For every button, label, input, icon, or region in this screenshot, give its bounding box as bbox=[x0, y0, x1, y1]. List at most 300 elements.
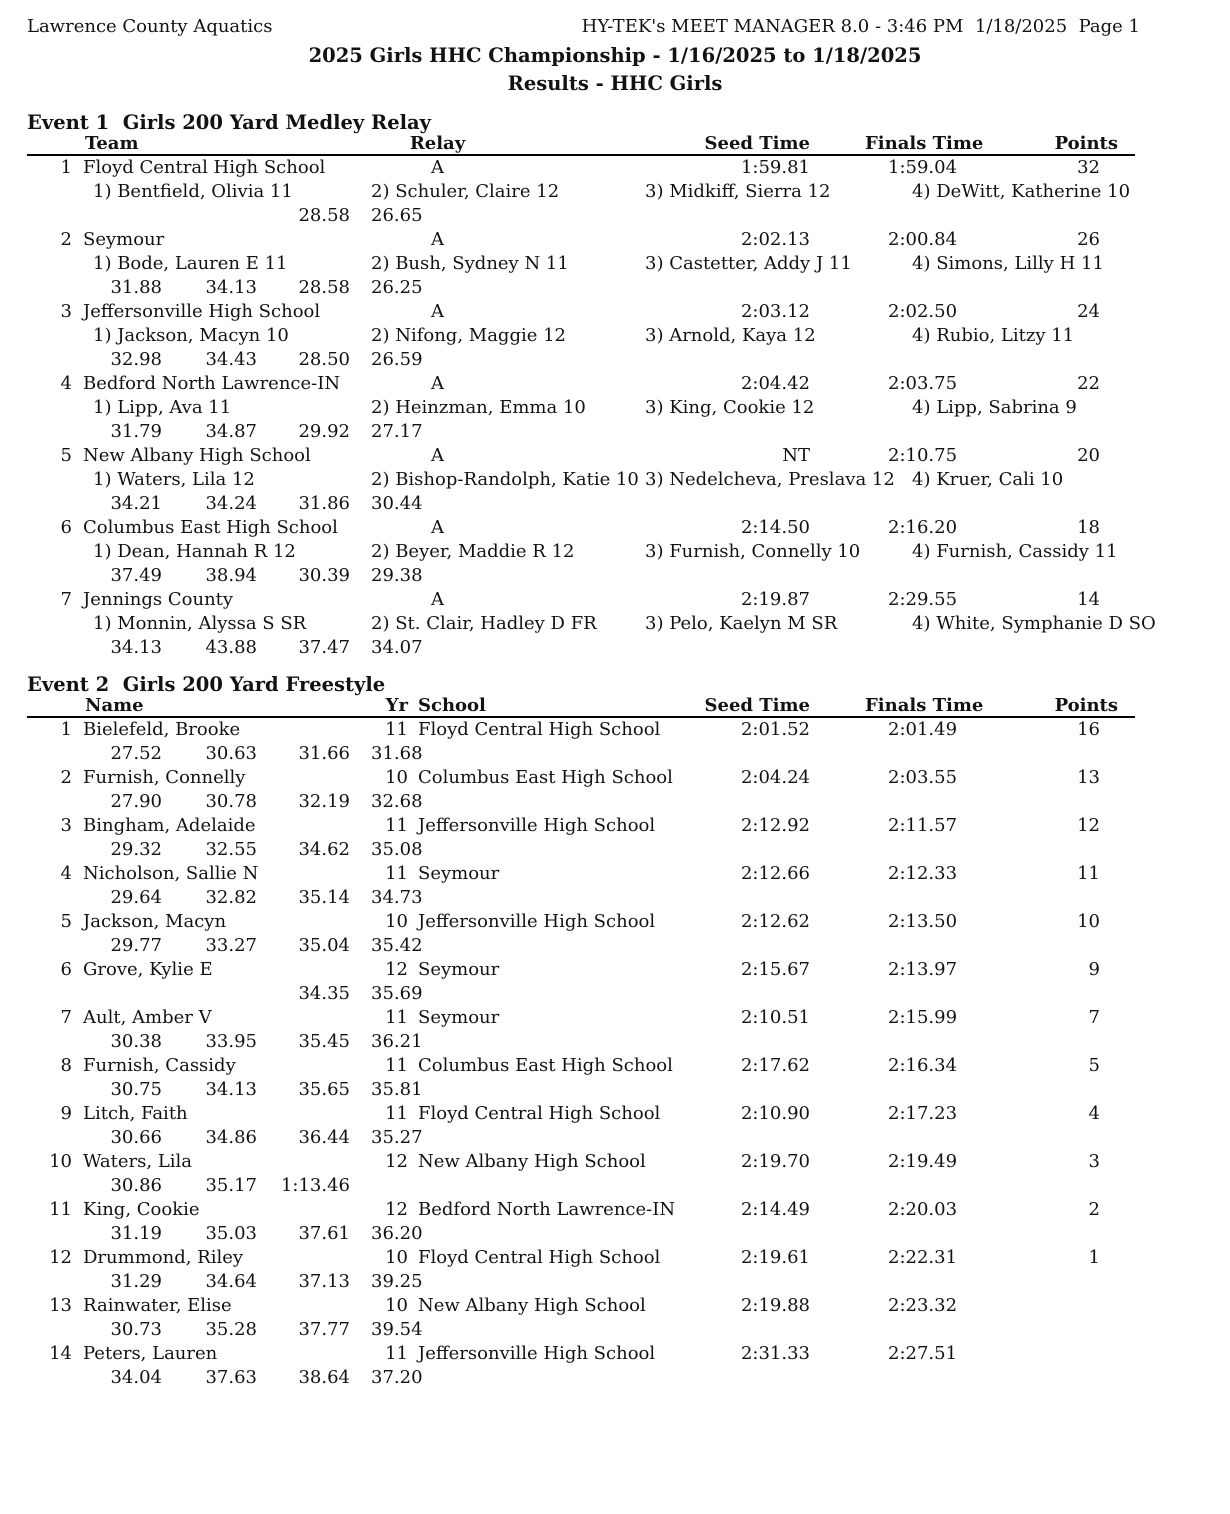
seed-time: 2:04.24 bbox=[740, 767, 810, 788]
individual-result-row bbox=[0, 1006, 1230, 1054]
swimmer-name: Drummond, Riley bbox=[83, 1247, 244, 1268]
points-value: 16 bbox=[1077, 719, 1100, 740]
school-name: Seymour bbox=[418, 959, 500, 980]
individual-main-line bbox=[0, 1342, 1230, 1366]
seed-time: 2:14.50 bbox=[740, 517, 810, 538]
points-value: 18 bbox=[1077, 517, 1100, 538]
relay-result-row bbox=[0, 588, 1230, 660]
column-header-yr: Yr bbox=[385, 695, 408, 716]
points-value: 4 bbox=[1088, 1103, 1100, 1124]
relay-result-row bbox=[0, 228, 1230, 300]
finals-time: 1:59.04 bbox=[888, 157, 958, 178]
relay-result-row bbox=[0, 516, 1230, 588]
swimmer-year: 11 bbox=[385, 719, 408, 740]
relay-letter: A bbox=[431, 373, 444, 394]
seed-time: 2:14.49 bbox=[740, 1199, 810, 1220]
event1-title: Event 1 Girls 200 Yard Medley Relay bbox=[27, 111, 432, 134]
finals-time: 2:02.50 bbox=[888, 301, 958, 322]
individual-splits-line bbox=[0, 982, 1230, 1006]
split-1: 30.86 bbox=[110, 1175, 162, 1196]
individual-main-line bbox=[0, 718, 1230, 742]
relay-splits-line bbox=[0, 636, 1230, 660]
split-2: 38.94 bbox=[205, 565, 257, 586]
relay-letter: A bbox=[431, 589, 444, 610]
individual-splits-line bbox=[0, 790, 1230, 814]
split-1: 34.21 bbox=[110, 493, 162, 514]
split-4: 29.38 bbox=[371, 565, 423, 586]
seed-time: 2:19.88 bbox=[740, 1295, 810, 1316]
points-value: 22 bbox=[1077, 373, 1100, 394]
seed-time: 2:12.92 bbox=[740, 815, 810, 836]
swimmer-name: Grove, Kylie E bbox=[83, 959, 213, 980]
swimmer-2: 2) Bishop-Randolph, Katie 10 bbox=[371, 469, 639, 490]
swimmer-1: 1) Bentfield, Olivia 11 bbox=[93, 181, 293, 202]
swimmer-year: 12 bbox=[385, 1199, 408, 1220]
rank: 4 bbox=[60, 373, 72, 394]
split-2: 33.27 bbox=[205, 935, 257, 956]
seed-time: 2:31.33 bbox=[740, 1343, 810, 1364]
rank: 12 bbox=[49, 1247, 72, 1268]
swimmer-name: Litch, Faith bbox=[83, 1103, 188, 1124]
split-1: 29.77 bbox=[110, 935, 162, 956]
swimmer-3: 3) Arnold, Kaya 12 bbox=[645, 325, 816, 346]
swimmer-year: 11 bbox=[385, 863, 408, 884]
swimmer-2: 2) Heinzman, Emma 10 bbox=[371, 397, 586, 418]
relay-letter: A bbox=[431, 517, 444, 538]
swimmer-name: Furnish, Connelly bbox=[83, 767, 246, 788]
swimmer-name: Ault, Amber V bbox=[83, 1007, 212, 1028]
individual-splits-line bbox=[0, 1270, 1230, 1294]
split-2: 34.13 bbox=[205, 277, 257, 298]
finals-time: 2:03.55 bbox=[888, 767, 958, 788]
split-1: 30.73 bbox=[110, 1319, 162, 1340]
relay-main-line bbox=[0, 444, 1230, 468]
relay-letter: A bbox=[431, 445, 444, 466]
individual-splits-line bbox=[0, 1366, 1230, 1390]
swimmer-1: 1) Jackson, Macyn 10 bbox=[93, 325, 289, 346]
swimmer-name: Jackson, Macyn bbox=[83, 911, 227, 932]
relay-splits-line bbox=[0, 348, 1230, 372]
swimmer-name: Nicholson, Sallie N bbox=[83, 863, 259, 884]
split-4: 27.17 bbox=[371, 421, 423, 442]
rank: 5 bbox=[60, 445, 72, 466]
relay-swimmers-line bbox=[0, 324, 1230, 348]
relay-splits-line bbox=[0, 204, 1230, 228]
relay-letter: A bbox=[431, 301, 444, 322]
split-4: 35.81 bbox=[371, 1079, 423, 1100]
split-2: 35.03 bbox=[205, 1223, 257, 1244]
points-value: 32 bbox=[1077, 157, 1100, 178]
individual-result-row bbox=[0, 1246, 1230, 1294]
relay-result-row bbox=[0, 444, 1230, 516]
swimmer-4: 4) Simons, Lilly H 11 bbox=[912, 253, 1104, 274]
swimmer-3: 3) Pelo, Kaelyn M SR bbox=[645, 613, 838, 634]
finals-time: 2:11.57 bbox=[888, 815, 958, 836]
rank: 7 bbox=[60, 1007, 72, 1028]
rank: 2 bbox=[60, 767, 72, 788]
seed-time: 2:04.42 bbox=[740, 373, 810, 394]
split-1: 30.38 bbox=[110, 1031, 162, 1052]
school-name: Jeffersonville High School bbox=[418, 815, 656, 836]
event2-title: Event 2 Girls 200 Yard Freestyle bbox=[27, 673, 386, 696]
rank: 1 bbox=[60, 157, 72, 178]
individual-result-row bbox=[0, 1294, 1230, 1342]
organization-name: Lawrence County Aquatics bbox=[27, 16, 273, 37]
school-name: Seymour bbox=[418, 1007, 500, 1028]
rank: 1 bbox=[60, 719, 72, 740]
split-4: 36.20 bbox=[371, 1223, 423, 1244]
swimmer-1: 1) Waters, Lila 12 bbox=[93, 469, 255, 490]
individual-main-line bbox=[0, 1054, 1230, 1078]
split-1: 37.49 bbox=[110, 565, 162, 586]
relay-swimmers-line bbox=[0, 612, 1230, 636]
split-3: 37.13 bbox=[298, 1271, 350, 1292]
relay-main-line bbox=[0, 372, 1230, 396]
split-2: 32.82 bbox=[205, 887, 257, 908]
finals-time: 2:22.31 bbox=[888, 1247, 958, 1268]
swimmer-3: 3) King, Cookie 12 bbox=[645, 397, 815, 418]
swimmer-2: 2) Beyer, Maddie R 12 bbox=[371, 541, 575, 562]
swimmer-2: 2) Schuler, Claire 12 bbox=[371, 181, 560, 202]
split-2: 34.13 bbox=[205, 1079, 257, 1100]
page-header bbox=[27, 16, 1140, 40]
individual-main-line bbox=[0, 1294, 1230, 1318]
points-value: 5 bbox=[1088, 1055, 1100, 1076]
swimmer-name: Bielefeld, Brooke bbox=[83, 719, 241, 740]
individual-splits-line bbox=[0, 886, 1230, 910]
relay-splits-line bbox=[0, 492, 1230, 516]
school-name: Floyd Central High School bbox=[418, 1103, 661, 1124]
individual-splits-line bbox=[0, 1318, 1230, 1342]
individual-main-line bbox=[0, 1246, 1230, 1270]
swimmer-name: Rainwater, Elise bbox=[83, 1295, 232, 1316]
report-meta: HY-TEK's MEET MANAGER 8.0 - 3:46 PM 1/18/2025 Page 1 bbox=[581, 16, 1140, 37]
individual-main-line bbox=[0, 958, 1230, 982]
points-value: 9 bbox=[1088, 959, 1100, 980]
split-4: 34.07 bbox=[371, 637, 423, 658]
relay-result-row bbox=[0, 300, 1230, 372]
swimmer-year: 11 bbox=[385, 1103, 408, 1124]
seed-time: 2:19.61 bbox=[740, 1247, 810, 1268]
relay-main-line bbox=[0, 588, 1230, 612]
swimmer-year: 11 bbox=[385, 815, 408, 836]
individual-result-row bbox=[0, 718, 1230, 766]
seed-time: 1:59.81 bbox=[740, 157, 810, 178]
individual-splits-line bbox=[0, 1078, 1230, 1102]
split-1: 31.29 bbox=[110, 1271, 162, 1292]
individual-result-row bbox=[0, 1150, 1230, 1198]
column-header-seed-time: Seed Time bbox=[704, 133, 810, 154]
relay-main-line bbox=[0, 156, 1230, 180]
column-header-school: School bbox=[418, 695, 486, 716]
seed-time: NT bbox=[782, 445, 810, 466]
points-value: 2 bbox=[1088, 1199, 1100, 1220]
split-1: 29.32 bbox=[110, 839, 162, 860]
points-value: 11 bbox=[1077, 863, 1100, 884]
split-3: 28.58 bbox=[298, 277, 350, 298]
split-3: 34.62 bbox=[298, 839, 350, 860]
school-name: New Albany High School bbox=[418, 1151, 646, 1172]
rank: 4 bbox=[60, 863, 72, 884]
split-3: 32.19 bbox=[298, 791, 350, 812]
column-header-finals-time: Finals Time bbox=[865, 133, 984, 154]
individual-main-line bbox=[0, 1150, 1230, 1174]
relay-splits-line bbox=[0, 276, 1230, 300]
finals-time: 2:00.84 bbox=[888, 229, 958, 250]
report-subtitle: Results - HHC Girls bbox=[507, 72, 723, 95]
points-value: 24 bbox=[1077, 301, 1100, 322]
swimmer-year: 11 bbox=[385, 1343, 408, 1364]
points-value: 7 bbox=[1088, 1007, 1100, 1028]
split-4: 30.44 bbox=[371, 493, 423, 514]
split-1: 34.04 bbox=[110, 1367, 162, 1388]
individual-result-row bbox=[0, 1342, 1230, 1390]
points-value: 1 bbox=[1088, 1247, 1100, 1268]
column-header-name: Name bbox=[85, 695, 144, 716]
column-header-team: Team bbox=[85, 133, 139, 154]
swimmer-2: 2) St. Clair, Hadley D FR bbox=[371, 613, 597, 634]
individual-main-line bbox=[0, 1006, 1230, 1030]
split-3: 1:13.46 bbox=[280, 1175, 350, 1196]
seed-time: 2:12.62 bbox=[740, 911, 810, 932]
split-3: 35.04 bbox=[298, 935, 350, 956]
team-name: Columbus East High School bbox=[83, 517, 338, 538]
school-name: New Albany High School bbox=[418, 1295, 646, 1316]
swimmer-1: 1) Monnin, Alyssa S SR bbox=[93, 613, 307, 634]
column-header-finals-time: Finals Time bbox=[865, 695, 984, 716]
individual-result-row bbox=[0, 1102, 1230, 1150]
event1-results bbox=[0, 156, 1230, 660]
split-1: 30.66 bbox=[110, 1127, 162, 1148]
school-name: Floyd Central High School bbox=[418, 719, 661, 740]
swimmer-1: 1) Lipp, Ava 11 bbox=[93, 397, 232, 418]
finals-time: 2:16.34 bbox=[888, 1055, 958, 1076]
swimmer-2: 2) Nifong, Maggie 12 bbox=[371, 325, 567, 346]
points-value: 20 bbox=[1077, 445, 1100, 466]
swimmer-year: 11 bbox=[385, 1055, 408, 1076]
individual-result-row bbox=[0, 814, 1230, 862]
swimmer-3: 3) Castetter, Addy J 11 bbox=[645, 253, 852, 274]
individual-main-line bbox=[0, 862, 1230, 886]
split-4: 35.42 bbox=[371, 935, 423, 956]
split-3: 28.58 bbox=[298, 205, 350, 226]
individual-result-row bbox=[0, 910, 1230, 958]
finals-time: 2:27.51 bbox=[888, 1343, 958, 1364]
split-4: 32.68 bbox=[371, 791, 423, 812]
relay-main-line bbox=[0, 300, 1230, 324]
finals-time: 2:16.20 bbox=[888, 517, 958, 538]
swimmer-1: 1) Dean, Hannah R 12 bbox=[93, 541, 296, 562]
split-2: 30.63 bbox=[205, 743, 257, 764]
finals-time: 2:13.97 bbox=[888, 959, 958, 980]
finals-time: 2:20.03 bbox=[888, 1199, 958, 1220]
school-name: Jeffersonville High School bbox=[418, 1343, 656, 1364]
event2-results bbox=[0, 718, 1230, 1390]
column-header-points: Points bbox=[1054, 695, 1118, 716]
finals-time: 2:29.55 bbox=[888, 589, 958, 610]
split-3: 31.86 bbox=[298, 493, 350, 514]
split-2: 34.43 bbox=[205, 349, 257, 370]
seed-time: 2:10.90 bbox=[740, 1103, 810, 1124]
split-4: 35.27 bbox=[371, 1127, 423, 1148]
team-name: Seymour bbox=[83, 229, 165, 250]
split-3: 31.66 bbox=[298, 743, 350, 764]
swimmer-4: 4) Lipp, Sabrina 9 bbox=[912, 397, 1077, 418]
column-header-seed-time: Seed Time bbox=[704, 695, 810, 716]
rank: 2 bbox=[60, 229, 72, 250]
rank: 7 bbox=[60, 589, 72, 610]
split-4: 35.08 bbox=[371, 839, 423, 860]
column-header-points: Points bbox=[1054, 133, 1118, 154]
seed-time: 2:01.52 bbox=[740, 719, 810, 740]
split-3: 34.35 bbox=[298, 983, 350, 1004]
individual-splits-line bbox=[0, 934, 1230, 958]
individual-main-line bbox=[0, 1198, 1230, 1222]
swimmer-year: 12 bbox=[385, 959, 408, 980]
relay-result-row bbox=[0, 156, 1230, 228]
swimmer-2: 2) Bush, Sydney N 11 bbox=[371, 253, 569, 274]
split-1: 31.88 bbox=[110, 277, 162, 298]
swimmer-name: Waters, Lila bbox=[83, 1151, 193, 1172]
split-1: 29.64 bbox=[110, 887, 162, 908]
swimmer-4: 4) White, Symphanie D SO bbox=[912, 613, 1156, 634]
split-2: 34.87 bbox=[205, 421, 257, 442]
seed-time: 2:15.67 bbox=[740, 959, 810, 980]
rank: 6 bbox=[60, 959, 72, 980]
split-3: 35.65 bbox=[298, 1079, 350, 1100]
finals-time: 2:17.23 bbox=[888, 1103, 958, 1124]
swimmer-4: 4) Furnish, Cassidy 11 bbox=[912, 541, 1118, 562]
relay-swimmers-line bbox=[0, 540, 1230, 564]
rank: 5 bbox=[60, 911, 72, 932]
individual-splits-line bbox=[0, 1174, 1230, 1198]
relay-result-row bbox=[0, 372, 1230, 444]
school-name: Bedford North Lawrence-IN bbox=[418, 1199, 676, 1220]
split-4: 26.25 bbox=[371, 277, 423, 298]
relay-main-line bbox=[0, 516, 1230, 540]
relay-main-line bbox=[0, 228, 1230, 252]
swimmer-4: 4) DeWitt, Katherine 10 bbox=[912, 181, 1131, 202]
relay-swimmers-line bbox=[0, 468, 1230, 492]
relay-letter: A bbox=[431, 157, 444, 178]
swimmer-year: 12 bbox=[385, 1151, 408, 1172]
rank: 14 bbox=[49, 1343, 72, 1364]
finals-time: 2:13.50 bbox=[888, 911, 958, 932]
rank: 11 bbox=[49, 1199, 72, 1220]
rank: 6 bbox=[60, 517, 72, 538]
finals-time: 2:10.75 bbox=[888, 445, 958, 466]
split-3: 35.14 bbox=[298, 887, 350, 908]
individual-result-row bbox=[0, 862, 1230, 910]
rank: 9 bbox=[60, 1103, 72, 1124]
split-4: 35.69 bbox=[371, 983, 423, 1004]
relay-swimmers-line bbox=[0, 252, 1230, 276]
school-name: Seymour bbox=[418, 863, 500, 884]
split-3: 28.50 bbox=[298, 349, 350, 370]
split-3: 37.47 bbox=[298, 637, 350, 658]
split-3: 37.77 bbox=[298, 1319, 350, 1340]
split-2: 35.28 bbox=[205, 1319, 257, 1340]
team-name: Bedford North Lawrence-IN bbox=[83, 373, 341, 394]
seed-time: 2:12.66 bbox=[740, 863, 810, 884]
seed-time: 2:19.70 bbox=[740, 1151, 810, 1172]
seed-time: 2:02.13 bbox=[740, 229, 810, 250]
finals-time: 2:01.49 bbox=[888, 719, 958, 740]
school-name: Jeffersonville High School bbox=[418, 911, 656, 932]
swimmer-name: Peters, Lauren bbox=[83, 1343, 218, 1364]
swimmer-year: 10 bbox=[385, 1295, 408, 1316]
event2-column-headers bbox=[0, 696, 1230, 718]
seed-time: 2:19.87 bbox=[740, 589, 810, 610]
individual-result-row bbox=[0, 958, 1230, 1006]
rank: 10 bbox=[49, 1151, 72, 1172]
team-name: Jeffersonville High School bbox=[83, 301, 321, 322]
split-2: 33.95 bbox=[205, 1031, 257, 1052]
meet-title: 2025 Girls HHC Championship - 1/16/2025 to 1/18/2025 bbox=[308, 44, 922, 67]
individual-result-row bbox=[0, 766, 1230, 814]
swimmer-year: 10 bbox=[385, 911, 408, 932]
swimmer-3: 3) Nedelcheva, Preslava 12 bbox=[645, 469, 895, 490]
split-4: 26.59 bbox=[371, 349, 423, 370]
split-4: 26.65 bbox=[371, 205, 423, 226]
individual-result-row bbox=[0, 1054, 1230, 1102]
swimmer-name: Furnish, Cassidy bbox=[83, 1055, 236, 1076]
split-1: 31.79 bbox=[110, 421, 162, 442]
relay-splits-line bbox=[0, 420, 1230, 444]
split-2: 34.24 bbox=[205, 493, 257, 514]
individual-main-line bbox=[0, 910, 1230, 934]
split-1: 30.75 bbox=[110, 1079, 162, 1100]
seed-time: 2:03.12 bbox=[740, 301, 810, 322]
points-value: 26 bbox=[1077, 229, 1100, 250]
points-value: 12 bbox=[1077, 815, 1100, 836]
individual-main-line bbox=[0, 1102, 1230, 1126]
swimmer-3: 3) Midkiff, Sierra 12 bbox=[645, 181, 831, 202]
swimmer-4: 4) Kruer, Cali 10 bbox=[912, 469, 1064, 490]
split-1: 32.98 bbox=[110, 349, 162, 370]
split-2: 34.64 bbox=[205, 1271, 257, 1292]
page-content bbox=[0, 112, 1230, 1390]
individual-main-line bbox=[0, 814, 1230, 838]
team-name: Jennings County bbox=[83, 589, 234, 610]
team-name: Floyd Central High School bbox=[83, 157, 326, 178]
school-name: Columbus East High School bbox=[418, 1055, 673, 1076]
swimmer-name: Bingham, Adelaide bbox=[83, 815, 256, 836]
seed-time: 2:17.62 bbox=[740, 1055, 810, 1076]
swimmer-1: 1) Bode, Lauren E 11 bbox=[93, 253, 288, 274]
individual-result-row bbox=[0, 1198, 1230, 1246]
team-name: New Albany High School bbox=[83, 445, 311, 466]
swimmer-year: 10 bbox=[385, 767, 408, 788]
split-1: 31.19 bbox=[110, 1223, 162, 1244]
individual-splits-line bbox=[0, 1126, 1230, 1150]
split-2: 35.17 bbox=[205, 1175, 257, 1196]
split-4: 37.20 bbox=[371, 1367, 423, 1388]
split-4: 39.54 bbox=[371, 1319, 423, 1340]
split-3: 36.44 bbox=[298, 1127, 350, 1148]
finals-time: 2:23.32 bbox=[888, 1295, 958, 1316]
individual-splits-line bbox=[0, 1222, 1230, 1246]
school-name: Columbus East High School bbox=[418, 767, 673, 788]
individual-splits-line bbox=[0, 1030, 1230, 1054]
individual-splits-line bbox=[0, 742, 1230, 766]
finals-time: 2:03.75 bbox=[888, 373, 958, 394]
points-value: 10 bbox=[1077, 911, 1100, 932]
rank: 13 bbox=[49, 1295, 72, 1316]
rank: 3 bbox=[60, 815, 72, 836]
swimmer-name: King, Cookie bbox=[83, 1199, 200, 1220]
swimmer-3: 3) Furnish, Connelly 10 bbox=[645, 541, 861, 562]
